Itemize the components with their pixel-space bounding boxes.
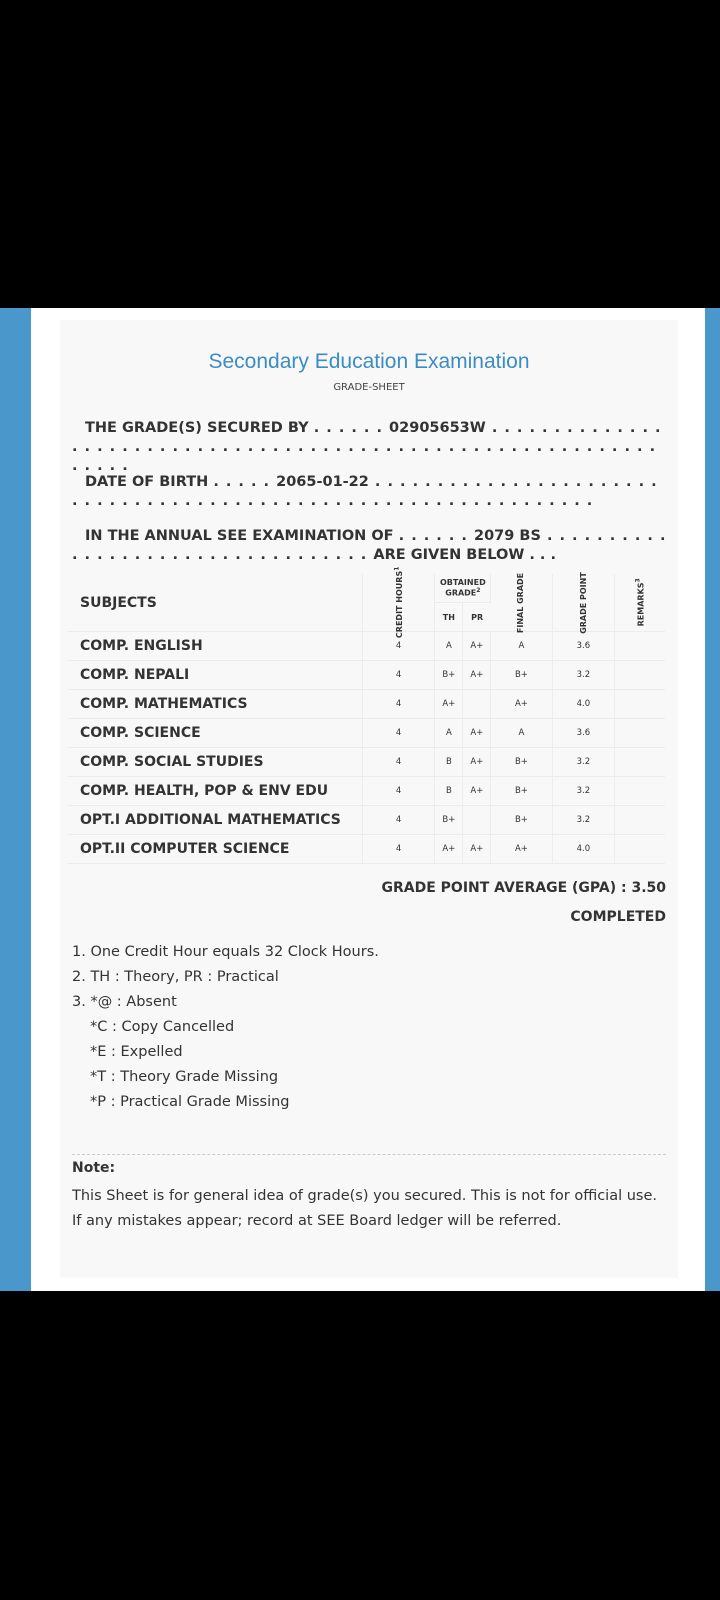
final-grade-cell: B+ [491,748,552,777]
remarks-cell [615,661,665,690]
divider [72,1154,666,1155]
exam-label: IN THE ANNUAL SEE EXAMINATION OF [85,528,394,544]
exam-field: IN THE ANNUAL SEE EXAMINATION OF . . . . . . 2079 BS . . . . . . . . . . . . . . . . . . . . . . . . . . . . . . . . . . ARE GIVEN BELOW . . . [72,528,667,563]
subject-cell: COMP. NEPALI [68,661,362,690]
remarks-cell [615,748,665,777]
result-status: COMPLETED [570,909,666,925]
table-row [68,661,665,690]
note-text: This Sheet is for general idea of grade(s) you secured. This is not for official use. If any mistakes appear; record at SEE Board ledger will be referred. [72,1188,658,1229]
subject-cell: COMP. MATHEMATICS [68,690,362,719]
credit-cell: 4 [362,632,434,661]
dob-field: DATE OF BIRTH . . . . . 2065-01-22 . . . . . . . . . . . . . . . . . . . . . . . . . . . . . . . . . . . . . . . . . . . . . . . . . . . . . . . . . . . . . . . . . [72,474,658,509]
dob-label: DATE OF BIRTH [85,474,209,490]
grade-sheet [60,320,678,1278]
final-grade-cell: B+ [491,661,552,690]
table-row [68,632,665,661]
table-row [68,748,665,777]
legend-item: *E : Expelled [90,1044,183,1060]
pr-grade-cell: A+ [463,632,491,661]
grade-point-cell: 3.2 [552,806,615,835]
gpa-summary: GRADE POINT AVERAGE (GPA) : 3.50 [381,880,666,896]
remarks-cell [615,777,665,806]
credit-cell: 4 [362,806,434,835]
pr-grade-cell [463,806,491,835]
table-row [68,719,665,748]
final-grade-cell: B+ [491,777,552,806]
subject-cell: COMP. SOCIAL STUDIES [68,748,362,777]
th-grade-cell: A [435,719,463,748]
subject-cell: COMP. HEALTH, POP & ENV EDU [68,777,362,806]
grade-point-cell: 4.0 [552,690,615,719]
header-remarks: REMARKS$^3$ [615,574,665,632]
legend [72,940,379,1115]
dob-value: 2065-01-22 [276,474,369,490]
grade-point-cell: 3.2 [552,661,615,690]
header-final-grade: FINAL GRADE [491,574,552,632]
final-grade-cell: A+ [491,835,552,864]
table-row [68,835,665,864]
symbol-number: 02905653W [389,420,486,436]
given-below-text: ARE GIVEN BELOW . . . [373,547,556,563]
legend-item: 1. One Credit Hour equals 32 Clock Hours. [72,944,379,960]
grade-point-cell: 4.0 [552,835,615,864]
remarks-cell [615,632,665,661]
header-subjects: SUBJECTS [68,574,362,632]
subject-cell: COMP. SCIENCE [68,719,362,748]
pr-grade-cell [463,690,491,719]
credit-cell: 4 [362,748,434,777]
header-grade-point: GRADE POINT [552,574,615,632]
remarks-cell [615,835,665,864]
legend-item: *P : Practical Grade Missing [90,1094,290,1110]
header-obtained-grade: OBTAINED GRADE$^2$ [435,574,491,603]
pr-grade-cell: A+ [463,777,491,806]
th-grade-cell: A+ [435,835,463,864]
th-grade-cell: B [435,748,463,777]
table-row [68,690,665,719]
credit-cell: 4 [362,835,434,864]
subject-cell: COMP. ENGLISH [68,632,362,661]
exam-year: 2079 BS [473,528,541,544]
th-grade-cell: B [435,777,463,806]
final-grade-cell: A [491,632,552,661]
pr-grade-cell: A+ [463,661,491,690]
page-subtitle: GRADE-SHEET [333,382,405,393]
secured-by-label: THE GRADE(S) SECURED BY [85,420,309,436]
legend-item: 2. TH : Theory, PR : Practical [72,969,279,985]
table-row [68,806,665,835]
credit-cell: 4 [362,661,434,690]
remarks-cell [615,806,665,835]
header-credit-hours: CREDIT HOURS$^1$ [362,574,434,632]
remarks-cell [615,690,665,719]
final-grade-cell: A [491,719,552,748]
credit-cell: 4 [362,719,434,748]
grade-point-cell: 3.6 [552,632,615,661]
credit-cell: 4 [362,690,434,719]
table-row [68,777,665,806]
page-border [31,308,705,1291]
grades-table [68,566,665,864]
final-grade-cell: A+ [491,690,552,719]
th-grade-cell: B+ [435,661,463,690]
grade-point-cell: 3.2 [552,777,615,806]
grade-point-cell: 3.6 [552,719,615,748]
pr-grade-cell: A+ [463,835,491,864]
page-frame [0,308,720,1291]
page-title: Secondary Education Examination [208,350,530,373]
note-title: Note: [72,1160,116,1176]
subject-cell: OPT.I ADDITIONAL MATHEMATICS [68,806,362,835]
secured-by-field: THE GRADE(S) SECURED BY . . . . . . 02905653W . . . . . . . . . . . . . . . . . . . . . . . . . . . . . . . . . . . . . . . . . . . . . . . . . . . . . . . . . . . . . . . . . . [72,420,662,474]
grade-point-cell: 3.2 [552,748,615,777]
pr-grade-cell: A+ [463,748,491,777]
th-grade-cell: A [435,632,463,661]
legend-item: 3. *@ : Absent [72,994,177,1010]
subject-cell: OPT.II COMPUTER SCIENCE [68,835,362,864]
remarks-cell [615,719,665,748]
th-grade-cell: B+ [435,806,463,835]
credit-cell: 4 [362,777,434,806]
header-pr: PR [463,603,491,632]
final-grade-cell: B+ [491,806,552,835]
header-th: TH [435,603,463,632]
legend-item: *C : Copy Cancelled [90,1019,235,1035]
th-grade-cell: A+ [435,690,463,719]
legend-item: *T : Theory Grade Missing [90,1069,279,1085]
pr-grade-cell: A+ [463,719,491,748]
